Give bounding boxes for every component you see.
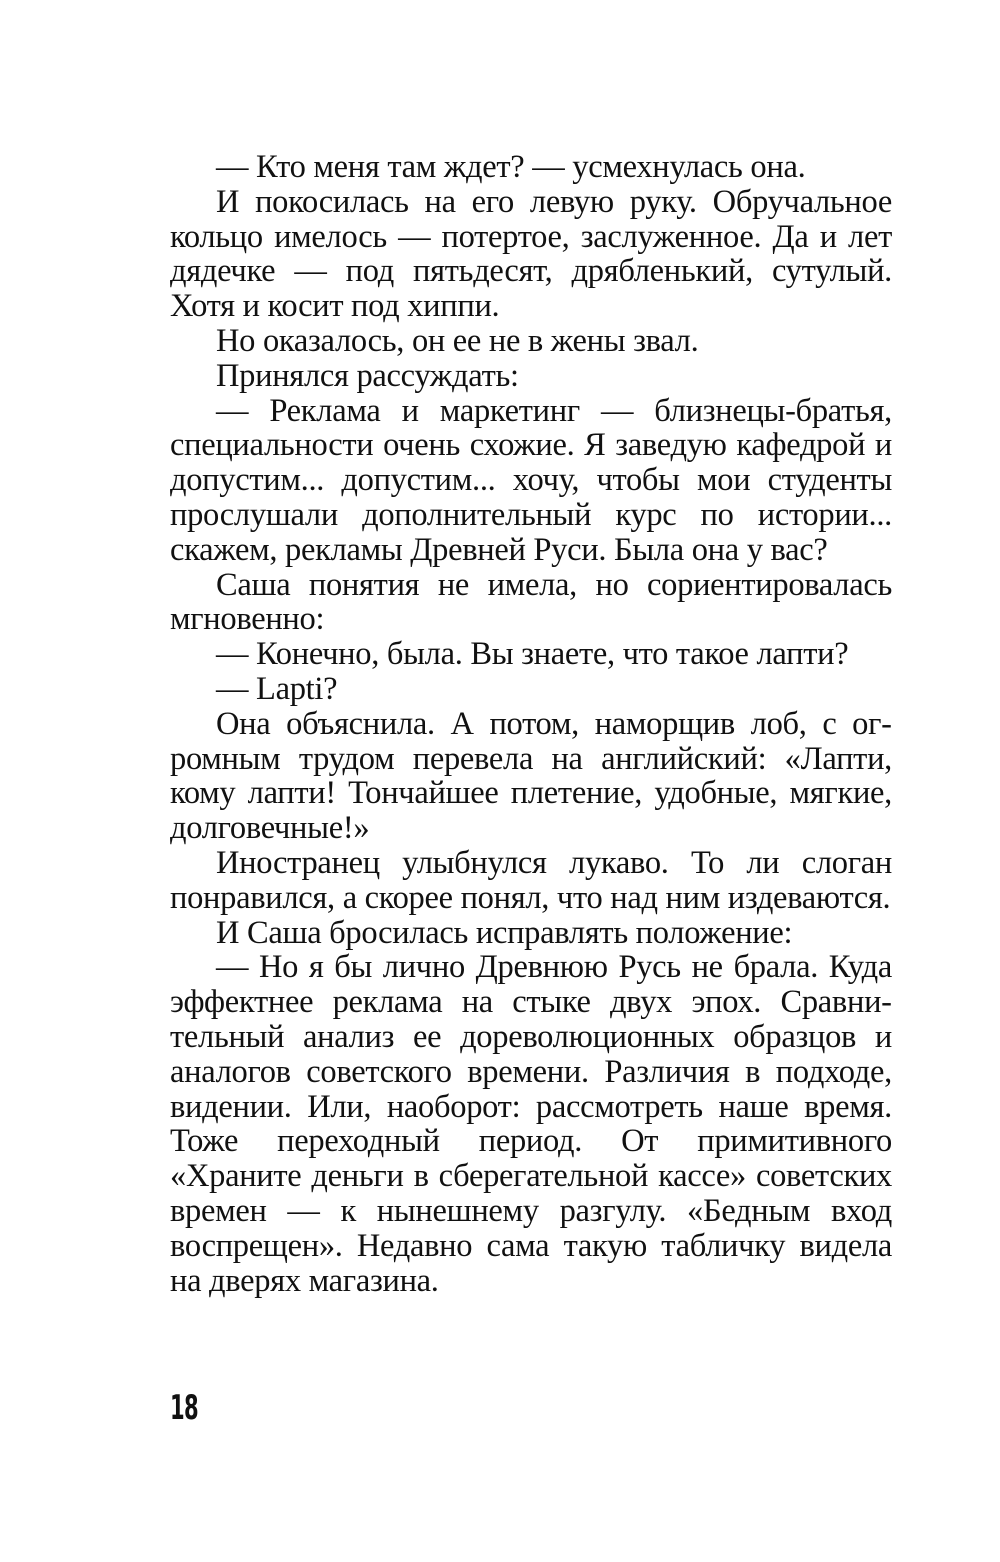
paragraph: Но оказалось, он ее не в жены звал. (216, 322, 699, 359)
page-number: 18 (170, 1388, 199, 1428)
body-text (170, 150, 892, 1298)
paragraph: — Lapti? (216, 670, 338, 707)
paragraph: Иностранец улыбнулся лукаво. То ли слоган понравился, а скорее понял, что над ним издеваются. (170, 844, 892, 916)
paragraph: И Саша бросилась исправлять положение: (216, 914, 793, 951)
paragraph: — Но я бы лично Древнюю Русь не брала. Куда эффектнее реклама на стыке двух эпох. Сравнительный анализ ее дореволюционных образцов и аналогов советского времени. Различия в подходе, видении. Или, наоборот: рассмотреть наше время. Тоже переходный период. От примитивного «Храните деньги в сберегательной кассе» советских времен — к нынешнему разгулу. «Бедным вход воспрещен». Недавно сама такую табличку видела на дверях магазина. (170, 949, 892, 1299)
paragraph: Она объяснила. А потом, наморщив лоб, с огромным трудом перевела на английский: «Лапти, кому лапти! Тончайшее плетение, удобные, мягкие, долговечные!» (170, 705, 892, 847)
paragraph: И покосилась на его левую руку. Обручальное кольцо имелось — потертое, заслуженное. Да и лет дядечке — под пятьдесят, дрябленький, сутулый. Хотя и косит под хиппи. (170, 183, 892, 325)
paragraph: Принялся рассуждать: (216, 357, 519, 394)
paragraph: Саша понятия не имела, но сориентировалась мгновенно: (170, 566, 892, 638)
paragraph: — Конечно, была. Вы знаете, что такое лапти? (216, 636, 849, 673)
paragraph: — Кто меня там ждет? — усмехнулась она. (216, 149, 806, 185)
paragraph: — Реклама и маркетинг — близнецы-братья, специальности очень схожие. Я заведую кафедрой и допустим... допустим... хочу, чтобы мои студенты прослушали дополнительный курс по истории... скажем, рекламы Древней Руси. Была она у вас? (170, 392, 892, 568)
